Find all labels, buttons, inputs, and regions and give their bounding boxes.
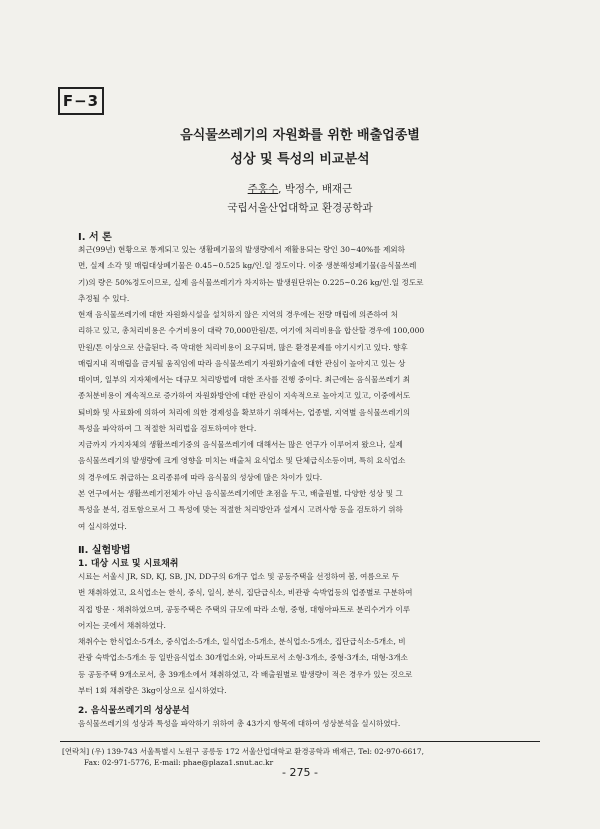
section-2-1-paragraph-1 [78,569,530,634]
text-line: 퇴비화 및 사료화에 의하여 처리에 의한 경제성을 확보하기 위해서는, 업종별, 지역별 음식물쓰레기의 [78,407,411,417]
title-line-2: 성상 및 특성의 비교분석 [230,152,370,167]
authors [60,181,540,196]
text-line: 현재 음식물쓰레기에 대한 자원화시설을 설치하지 않은 지역의 경우에는 전량 매립에 의존하여 처 [78,310,398,319]
affiliation: 국립서울산업대학교 환경공학과 [227,202,373,214]
text-line: 관광 숙박업소-5개소 등 일반음식업소 30개업소와, 아파트로서 소형-3개소, 중형-3개소, 대형-3개소 [78,653,408,663]
text-line: 지금까지 가지자체의 생활쓰레기중의 음식물쓰레기에 대해서는 많은 연구가 이루어져 왔으나, 실제 [78,440,403,449]
text-line: 추정될 수 있다. [78,293,130,303]
text-line: 번 채취하였고, 요식업소는 한식, 중식, 일식, 분식, 집단급식소, 비관광 숙박업등의 업종별로 구분하여 [78,588,413,598]
text-line: 음식물쓰레기의 발생량에 크게 영향을 미치는 배출처 요식업소 및 단체급식소등이며, 특히 요식업소 [78,456,406,466]
first-author: 주홍수 [247,183,279,195]
text-line: 매립지내 직매립을 금지될 움직임에 따라 음식물쓰레기 자원화기술에 대한 관심이 높아지고 있는 상 [78,358,406,368]
subsection-2-1-heading: 1. 대상 시료 및 시료채취 [78,559,179,569]
text-line: 최근(99년) 현황으로 통계되고 있는 생활폐기물의 발생량에서 재활용되는 량인 30~40%를 제외하 [78,245,405,254]
text-line: 시료는 서울시 JR, SD, KJ, SB, JN, DD구의 6개구 업소 및 공동주택을 선정하여 봄, 여름으로 두 [78,572,400,581]
section-1-paragraph-3 [78,437,530,486]
section-2-heading: Ⅱ. 실험방법 [78,545,131,556]
section-2-2-paragraph-1 [78,716,530,732]
contact-line-2: Fax: 02-971-5776, E-mail: phae@plaza1.snut.ac.kr [84,758,274,767]
section-1-paragraph-4 [78,486,530,535]
footer-divider [60,741,540,742]
section-1-heading: Ⅰ. 서 론 [78,232,112,243]
subsection-2-2-heading: 2. 음식물쓰레기의 성상분석 [78,706,190,716]
section-2-1-paragraph-2 [78,634,530,699]
text-line: 만원/톤 이상으로 산출된다. 즉 막대한 처리비용이 요구되며, 많은 환경문제를 야기시키고 있다. 향후 [78,342,408,352]
text-line: 기)의 량은 50%정도이므로, 실제 음식물쓰레기가 차지하는 발생원단위는 0.225~0.26 kg/인.일 정도로 [78,277,424,287]
co-authors: , 박정수, 배재근 [278,183,353,195]
text-line: 특성을 파악하여 그 적절한 처리법을 검토하여야 한다. [78,424,257,434]
text-line: 직접 방문 · 채취하였으며, 공동주택은 주택의 규모에 따라 소형, 중형, 대형아파트로 분리수거가 이루 [78,604,411,614]
text-line: 리하고 있고, 총처리비용은 수거비용이 대략 70,000만원/톤, 여기에 처리비용을 합산할 경우에 100,000 [78,326,425,336]
text-line: 음식물쓰레기의 성상과 특성을 파악하기 위하여 총 43가지 항목에 대하여 성상분석을 실시하였다. [78,719,401,728]
text-line: 어지는 곳에서 채취하였다. [78,620,166,630]
text-line: 등 공동주택 9개소로서, 총 39개소에서 채취하였고, 각 배출원별로 발생량이 적은 경우가 있는 것으로 [78,669,413,679]
text-line: 의 경우에도 취급하는 요리종류에 따라 음식물의 성상에 많은 차이가 있다. [78,472,323,482]
text-line: 채취수는 한식업소-5개소, 중식업소-5개소, 일식업소-5개소, 분식업소-5개소, 집단급식소-5개소, 비 [78,637,406,646]
section-1-paragraph-1 [78,242,530,307]
text-line: 본 연구에서는 생활쓰레기전체가 아닌 음식물쓰레기에만 초점을 두고, 배출원별, 다양한 성상 및 그 [78,489,403,498]
contact-footer [62,746,542,768]
text-line: 부터 1회 채취량은 3kg이상으로 실시하였다. [78,685,227,695]
page-number: - 275 - [282,766,318,779]
section-1-paragraph-2 [78,307,530,437]
text-line: 면, 실제 소각 및 매립대상폐기물은 0.45~0.525 kg/인.일 정도이다. 이중 생분해성폐기물(음식물쓰레 [78,261,417,271]
contact-line-1: [연락처] (우) 139-743 서울특별시 노원구 공릉동 172 서울산업대학교 환경공학과 배재근, Tel: 02-970-6617, [62,747,424,756]
text-line: 종처분비용이 계속적으로 증가하여 자원화방안에 대한 관심이 지속적으로 높아지고 있고, 이중에서도 [78,391,411,401]
text-line: 특성을 분석, 검토함으로서 그 특성에 맞는 적절한 처리방안과 설계시 고려사항 등을 검토하기 위하 [78,505,403,515]
title-line-1: 음식물쓰레기의 자원화를 위한 배출업종별 [180,128,420,143]
text-line: 여 실시하였다. [78,521,127,531]
text-line: 태이며, 일부의 지자체에서는 대규모 처리방법에 대한 조사를 진행 중이다. 최근에는 음식물쓰레기 최 [78,375,411,385]
session-label: F−3 [58,87,104,115]
